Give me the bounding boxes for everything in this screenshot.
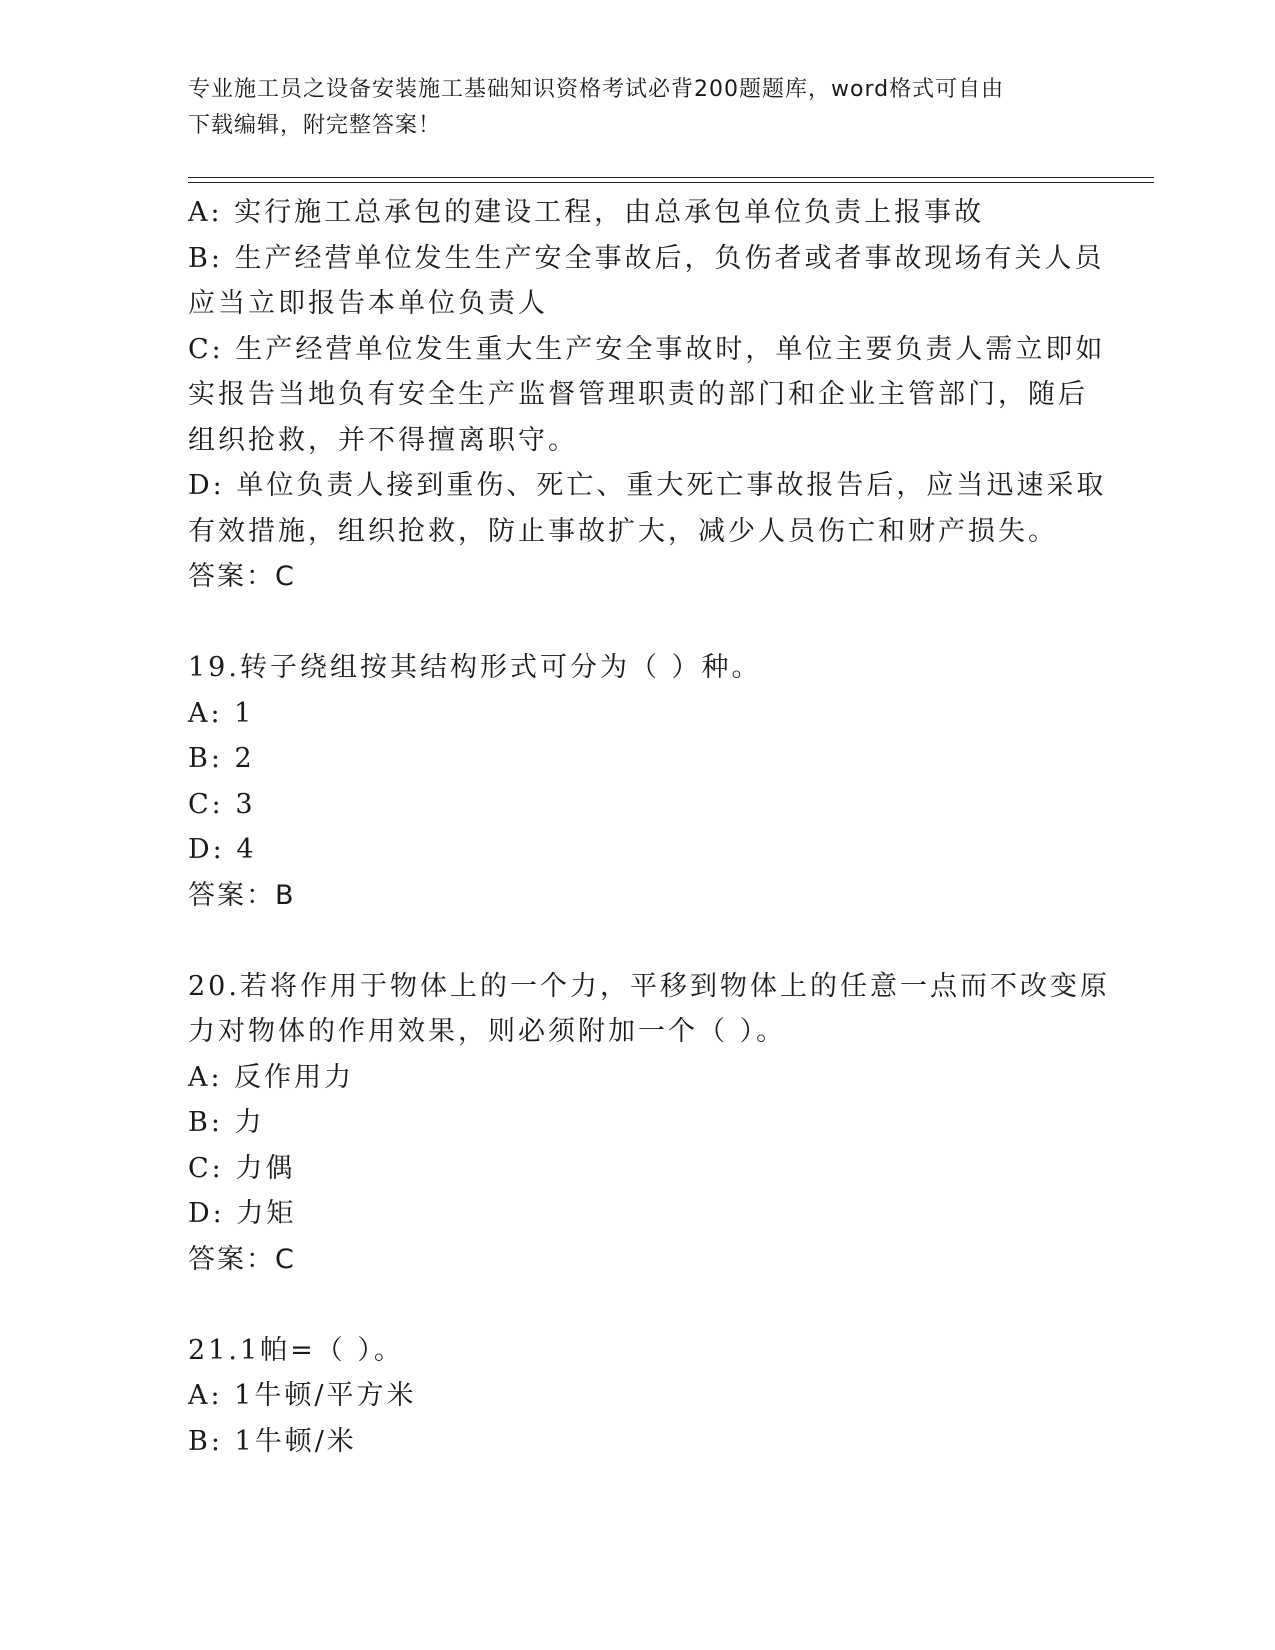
q18-option-c-line-2: 实报告当地负有安全生产监督管理职责的部门和企业主管部门，随后 [188, 379, 1088, 410]
spacer [188, 918, 1088, 964]
q18-option-d-line-2: 有效措施，组织抢救，防止事故扩大，减少人员伤亡和财产损失。 [188, 515, 1058, 547]
q18-option-d-line-1: D: 单位负责人接到重伤、死亡、重大死亡事故报告后，应当迅速采取 [188, 470, 1107, 501]
q20-question-line-2: 力对物体的作用效果，则必须附加一个（ ）。 [188, 1016, 787, 1047]
q21-question: 21.1帕=（ ）。 [188, 1334, 404, 1366]
header-divider-bottom [188, 182, 1154, 183]
q20-option-c: C: 力偶 [188, 1152, 296, 1184]
q18-option-c-line-1: C: 生产经营单位发生重大生产安全事故时，单位主要负责人需立即如 [188, 333, 1106, 365]
question-18-block [188, 190, 1107, 600]
document-body [188, 190, 1110, 1464]
q21-option-b: B: 1牛顿/米 [188, 1425, 357, 1457]
question-21-block [188, 1328, 1088, 1465]
q18-option-c-line-3: 组织抢救，并不得擅离职守。 [188, 424, 578, 456]
question-19-block [188, 645, 1088, 918]
q20-option-a: A: 反作用力 [188, 1061, 355, 1093]
spacer [188, 1282, 1088, 1328]
q19-option-d: D: 4 [188, 834, 257, 865]
header-line-2: 下载编辑，附完整答案！ [188, 113, 442, 138]
q20-answer: 答案：C [188, 1243, 296, 1275]
spacer [188, 600, 1088, 646]
q20-option-d: D: 力矩 [188, 1198, 297, 1229]
q18-answer: 答案：C [188, 561, 296, 592]
q19-option-a: A: 1 [188, 697, 255, 729]
q18-option-b-line-1: B: 生产经营单位发生生产安全事故后，负伤者或者事故现场有关人员 [188, 242, 1105, 274]
question-20-block [188, 964, 1110, 1283]
q19-option-b: B: 2 [188, 743, 255, 774]
q19-option-c: C: 3 [188, 788, 256, 820]
q20-option-b: B: 力 [188, 1107, 265, 1138]
q21-option-a: A: 1牛顿/平方米 [188, 1380, 417, 1411]
header-divider-top [188, 177, 1154, 178]
q18-option-a: A: 实行施工总承包的建设工程，由总承包单位负责上报事故 [188, 197, 985, 228]
q18-option-b-line-2: 应当立即报告本单位负责人 [188, 288, 548, 319]
document-header [188, 72, 1088, 144]
header-line-1: 专业施工员之设备安装施工基础知识资格考试必背200题题库，word格式可自由 [188, 77, 1005, 102]
q20-question-line-1: 20.若将作用于物体上的一个力，平移到物体上的任意一点而不改变原 [188, 970, 1110, 1002]
q19-question: 19.转子绕组按其结构形式可分为（ ）种。 [188, 652, 762, 683]
q19-answer: 答案：B [188, 879, 296, 911]
